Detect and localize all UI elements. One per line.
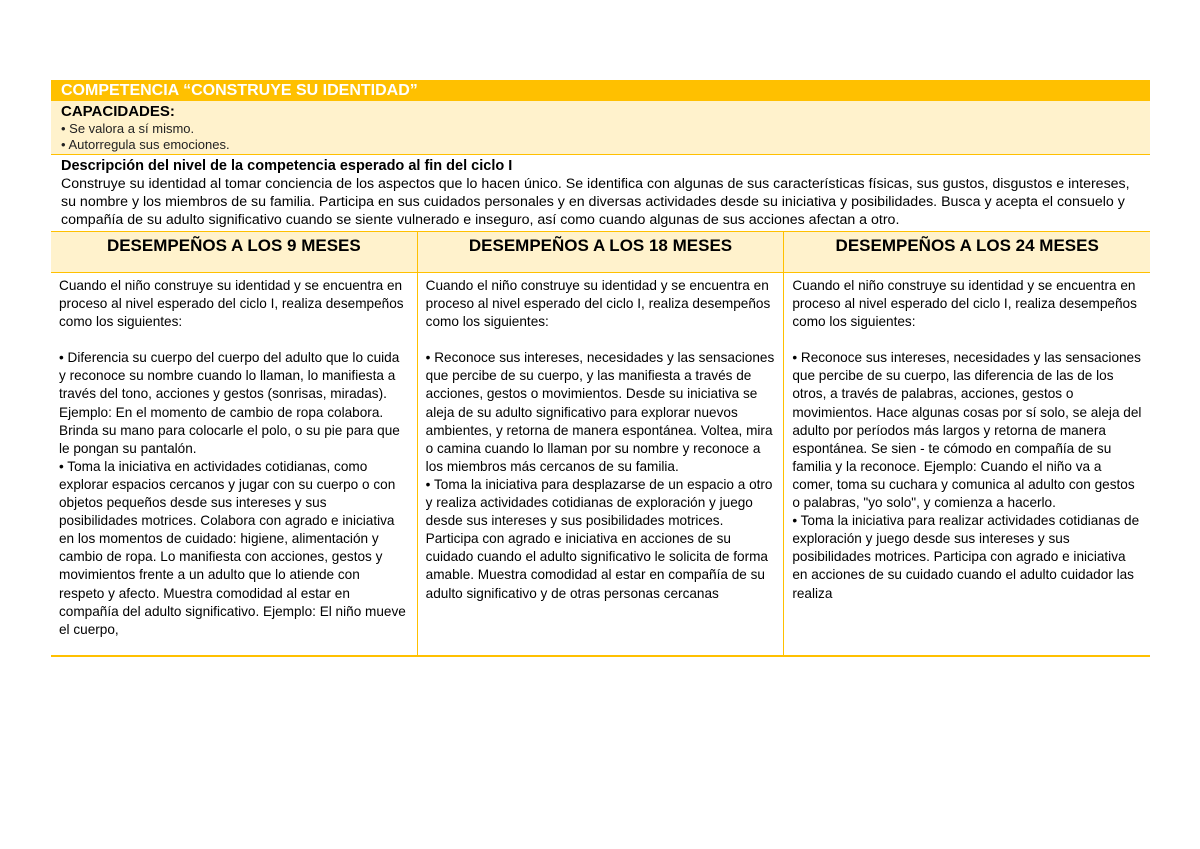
column-intro: Cuando el niño construye su identidad y se encuentra en proceso al nivel esperado del ciclo I, realiza desempeños como los siguientes: bbox=[59, 278, 404, 330]
column-intro: Cuando el niño construye su identidad y se encuentra en proceso al nivel esperado del ciclo I, realiza desempeños como los siguientes: bbox=[425, 278, 771, 330]
header-9-meses: DESEMPEÑOS A LOS 9 MESES bbox=[51, 232, 418, 272]
desempeno-bullet: • Reconoce sus intereses, necesidades y las sensaciones que percibe de su cuerpo, y las manifiesta a través de acciones, gestos o movimientos. Desde su iniciativa se aleja de su adulto significativo para explorar nuevos ambientes, y retorna de manera espontánea. Voltea, mira o camina cuando lo llaman por su nombre y reconoce a los miembros más cercanos de su familia. bbox=[425, 350, 775, 474]
header-24-meses: DESEMPEÑOS A LOS 24 MESES bbox=[835, 236, 1099, 255]
descripcion-title: Descripción del nivel de la competencia esperado al fin del ciclo I bbox=[61, 158, 513, 174]
capacidad-item: • Se valora a sí mismo. bbox=[61, 121, 195, 136]
desempeno-bullet: • Toma la iniciativa en actividades cotidianas, como explorar espacios cercanos y jugar con su cuerpo o con objetos pequeños desde sus intereses y sus posibilidades motrices. Colabora con agrado e iniciativa en los momentos de cuidado: higiene, alimentación y cambio de ropa. Lo manifiesta con acciones, gestos y movimientos frente a un adulto que lo atiende con respeto y afecto. Muestra comodidad al estar en compañía del adulto significativo. Ejemplo: El niño mueve el cuerpo, bbox=[59, 458, 406, 637]
descripcion-text: Construye su identidad al tomar conciencia de los aspectos que lo hacen único. Se identifica con algunas de sus características físicas, sus gustos, disgustos e intereses, su nombre y los miembros de su familia. Participa en sus cuidados personales y en diversas actividades desde su iniciativa y posibilidades. Busca y acepta el consuelo y compañía de su adulto significativo cuando se siente vulnerado e inseguro, así como cuando algunas de sus acciones afectan a otro. bbox=[61, 176, 1130, 228]
competencia-table bbox=[51, 80, 1150, 657]
competencia-title: COMPETENCIA “CONSTRUYE SU IDENTIDAD” bbox=[51, 80, 1150, 101]
desempenos-body-row bbox=[51, 273, 1150, 657]
column-18-meses bbox=[418, 273, 785, 655]
descripcion-section bbox=[51, 155, 1150, 232]
column-intro: Cuando el niño construye su identidad y se encuentra en proceso al nivel esperado del ciclo I, realiza desempeños como los siguientes: bbox=[792, 278, 1137, 330]
desempeno-bullet: • Reconoce sus intereses, necesidades y las sensaciones que percibe de su cuerpo, las diferencia de las de los otros, a través de palabras, acciones, gestos o movimientos. Hace algunas cosas por sí solo, se aleja del adulto por períodos más largos y retorna de manera espontánea. Se sien - te cómodo en compañía de su familia y la reconoce. Ejemplo: Cuando el niño va a comer, toma su cuchara y comunica al adulto con gestos o palabras, "yo solo", y comienza a hacerlo. bbox=[792, 350, 1142, 511]
capacidades-label: CAPACIDADES: bbox=[61, 103, 175, 120]
header-18-meses: DESEMPEÑOS A LOS 18 MESES bbox=[418, 232, 785, 272]
desempenos-header-row bbox=[51, 232, 1150, 273]
desempeno-bullet: • Toma la iniciativa para desplazarse de un espacio a otro y realiza actividades cotidianas de exploración y juego desde sus intereses y sus posibilidades motrices. Participa con agrado e iniciativa en acciones de su cuidado cuando el adulto significativo le solicita de forma amable. Muestra comodidad al estar en compañía de su adulto significativo y de otras personas cercanas bbox=[425, 476, 773, 601]
column-9-meses bbox=[51, 273, 418, 655]
desempeno-bullet: • Toma la iniciativa para realizar actividades cotidianas de exploración y juego desde sus intereses y sus posibilidades motrices. Participa con agrado e iniciativa en acciones de su cuidado cuando el adulto cuidador las realiza bbox=[792, 513, 1140, 601]
capacidad-item: • Autorregula sus emociones. bbox=[61, 137, 230, 152]
capacidades-section bbox=[51, 101, 1150, 155]
desempeno-bullet: • Diferencia su cuerpo del cuerpo del adulto que lo cuida y reconoce su nombre cuando lo llaman, lo manifiesta a través del tono, acciones y gestos (sonrisas, miradas). Ejemplo: En el momento de cambio de ropa colabora. Brinda su mano para colocarle el polo, o su pie para que le pongan su pantalón. bbox=[59, 350, 400, 456]
column-24-meses bbox=[784, 273, 1150, 655]
